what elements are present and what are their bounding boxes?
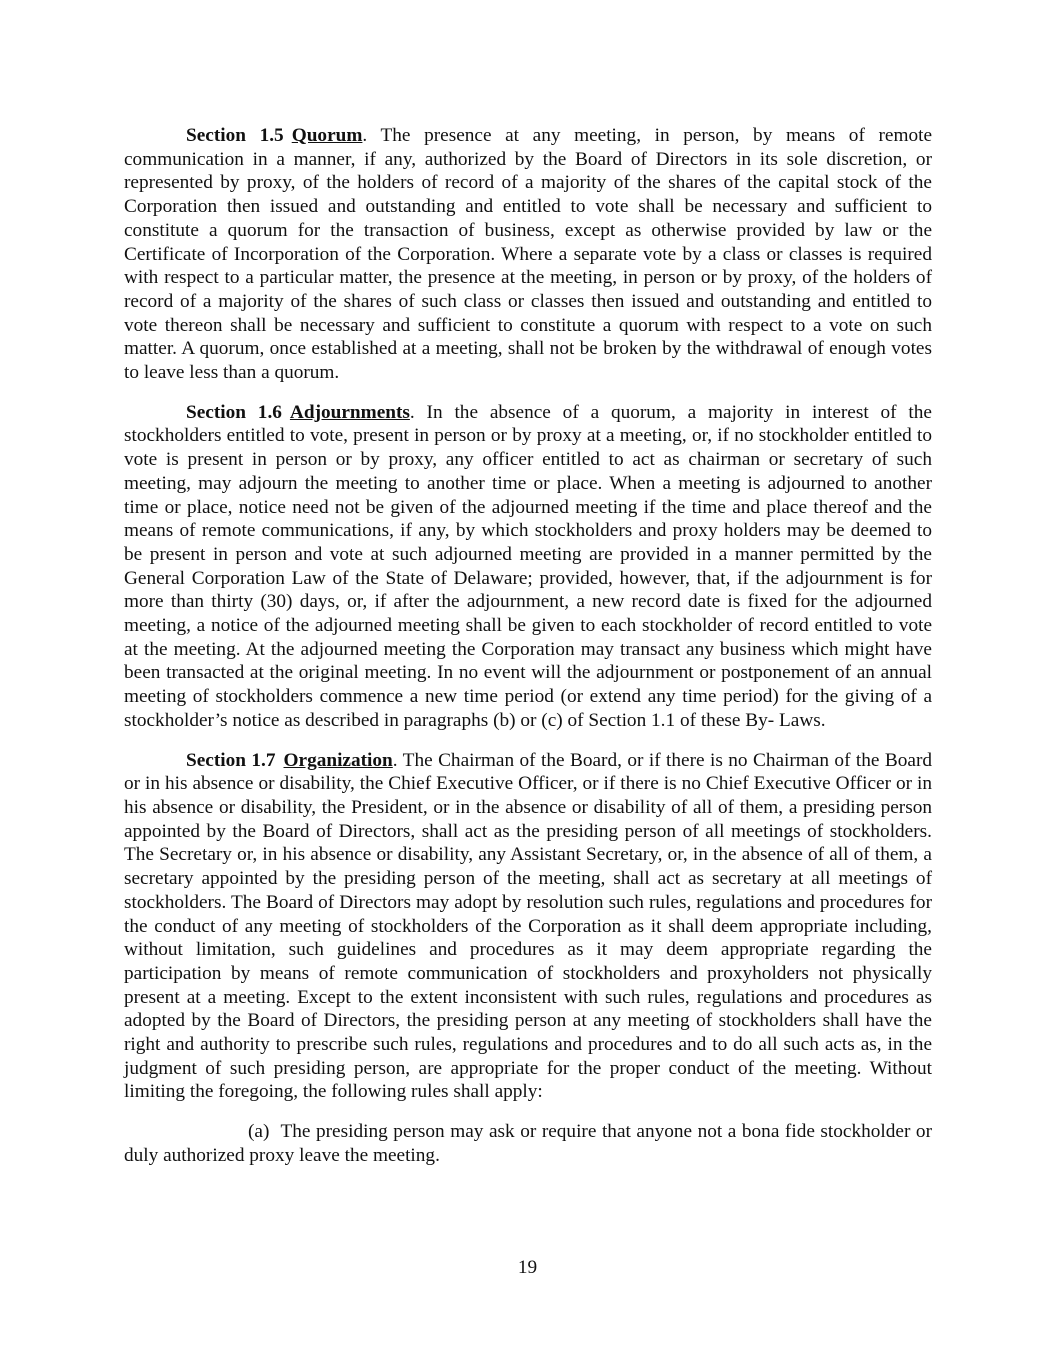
page-number: 19 [517, 1257, 538, 1278]
section-title: Adjournments [289, 401, 410, 423]
section-number: Section 1.5 [186, 125, 284, 146]
section-1-7-paragraph [124, 749, 932, 1105]
subparagraph-body: The presiding person may ask or require that anyone not a bona fide stockholder or duly authorized proxy leave the meeting. [124, 1121, 932, 1166]
section-body: . The Chairman of the Board, or if there is no Chairman of the Board or in his absence or disability, the Chief Executive Officer, or if there is no Chief Executive Officer or in his absence or disability, the President, or in the absence or disability of all of them, a presiding person appointed by the Board of Directors, shall act as the presiding person of all meetings of stockholders. The Secretary or, in his absence or disability, any Assistant Secretary, or, in the absence of all of them, a secretary appointed by the presiding person of the meeting, shall act as secretary at all meetings of stockholders. The Board of Directors may adopt by resolution such rules, regulations and procedures for the conduct of any meeting of stockholders of the Corporation as it shall deem appropriate including, without limitation, such guidelines and procedures as it may deem appropriate regarding the participation by means of remote communication of stockholders and proxyholders not physically present at a meeting. Except to the extent inconsistent with such rules, regulations and procedures as adopted by the Board of Directors, the presiding person at any meeting of stockholders shall have the right and authority to prescribe such rules, regulations and procedures and to do all such acts as, in the judgment of such presiding person, are appropriate for the proper conduct of the meeting. Without limiting the foregoing, the following rules shall apply: [124, 749, 933, 1103]
section-1-5-paragraph [124, 124, 932, 385]
section-body: . The presence at any meeting, in person, by means of remote communication in a manner, if any, authorized by the Board of Directors in its sole discretion, or represented by proxy, of the holders of record of a majority of the shares of the capital stock of the Corporation then issued and outstanding and entitled to vote shall be necessary and sufficient to constitute a quorum for the transaction of business, except as otherwise provided by law or the Certificate of Incorporation of the Corporation. Where a separate vote by a class or classes is required with respect to a particular matter, the presence at the meeting, in person or by proxy, of the holders of record of a majority of the shares of such class or classes then issued and outstanding and entitled to vote thereon shall be necessary and sufficient to constitute a quorum with respect to a vote on such matter. A quorum, once established at a meeting, shall not be broken by the withdrawal of enough votes to leave less than a quorum. [124, 125, 933, 384]
section-title: Quorum [291, 125, 363, 146]
subparagraph-a [124, 1120, 932, 1167]
section-number: Section 1.7 [186, 749, 276, 771]
section-title: Organization [283, 749, 393, 771]
section-body: . In the absence of a quorum, a majority in interest of the stockholders entitled to vote, present in person or by proxy at a meeting, or, if no stockholder entitled to vote is present in person or by proxy, any officer entitled to act as chairman or secretary of such meeting, may adjourn the meeting to another time or place. When a meeting is adjourned to another time or place, notice need not be given of the adjourned meeting if the time and place thereof and the means of remote communications, if any, by which stockholders and proxy holders may be deemed to be present in person and vote at such adjourned meeting are provided in a manner permitted by the General Corporation Law of the State of Delaware; provided, however, that, if the adjournment is for more than thirty (30) days, or, if after the adjournment, a new record date is fixed for the adjourned meeting, a notice of the adjourned meeting shall be given to each stockholder of record entitled to vote at the meeting. At the adjourned meeting the Corporation may transact any business which might have been transacted at the original meeting. In no event will the adjournment or postponement of an annual meeting of stockholders commence a new time period (or extend any time period) for the giving of a stockholder’s notice as described in paragraphs (b) or (c) of Section 1.1 of these By- Laws. [124, 401, 932, 731]
section-number: Section 1.6 [186, 401, 282, 423]
document-page [124, 124, 932, 1184]
section-1-6-paragraph [124, 401, 932, 733]
subparagraph-label: (a) [248, 1121, 270, 1143]
